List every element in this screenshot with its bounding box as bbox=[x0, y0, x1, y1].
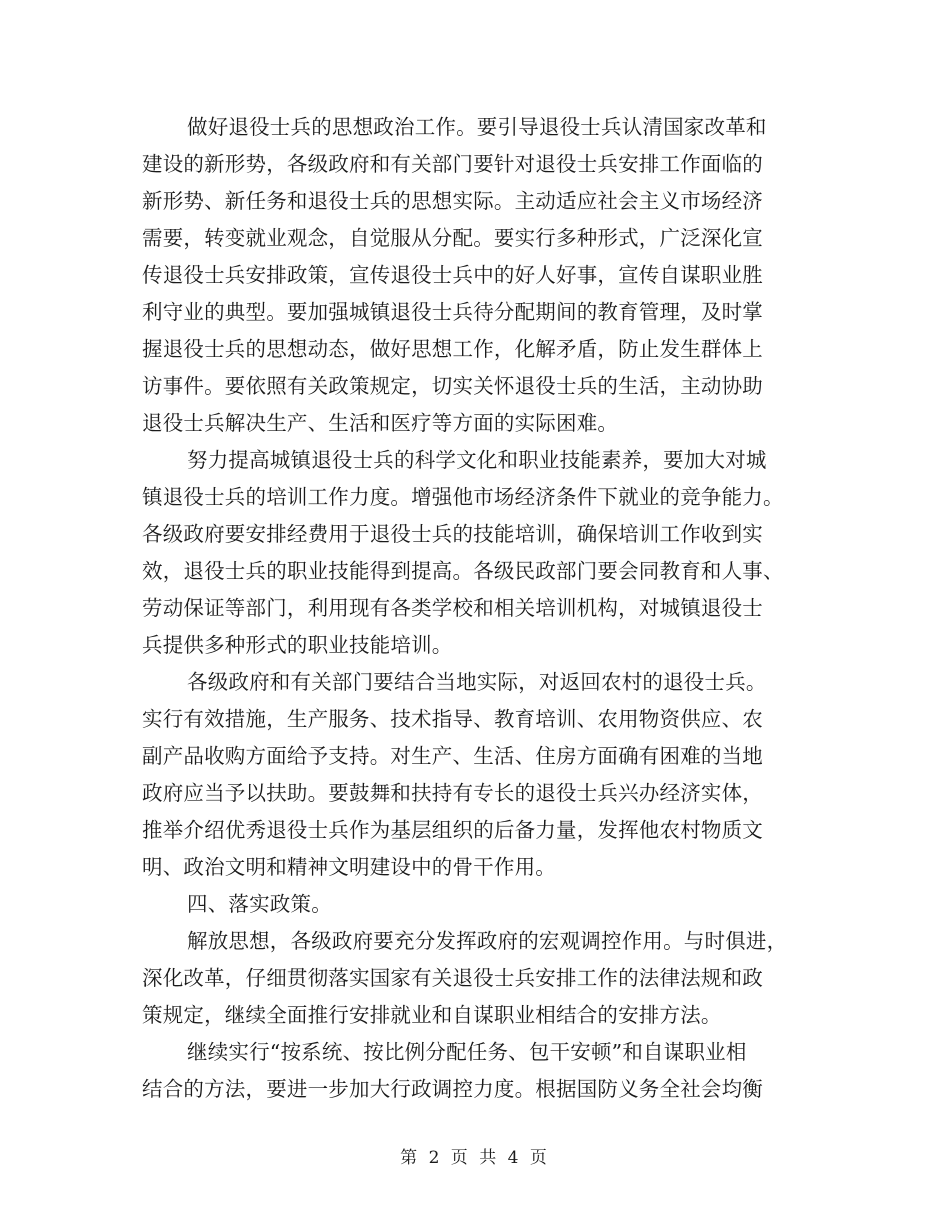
body-text-line: 劳动保证等部门，利用现有各类学校和相关培训机构，对城镇退役士 bbox=[142, 596, 763, 620]
body-text-line: 效，退役士兵的职业技能得到提高。各级民政部门要会同教育和人事、 bbox=[142, 559, 784, 583]
body-text-line: 结合的方法，要进一步加大行政调控力度。根据国防义务全社会均衡 bbox=[142, 1077, 763, 1101]
body-text-line: 实行有效措施，生产服务、技术指导、教育培训、农用物资供应、农 bbox=[142, 707, 763, 731]
body-text-line: 做好退役士兵的思想政治工作。要引导退役士兵认清国家改革和 bbox=[187, 115, 767, 139]
body-text-line: 握退役士兵的思想动态，做好思想工作，化解矛盾，防止发生群体上 bbox=[142, 337, 763, 361]
body-text-line: 努力提高城镇退役士兵的科学文化和职业技能素养，要加大对城 bbox=[187, 448, 767, 472]
body-text-line: 解放思想，各级政府要充分发挥政府的宏观调控作用。与时俱进， bbox=[187, 929, 788, 953]
body-text-line: 兵提供多种形式的职业技能培训。 bbox=[142, 633, 453, 657]
body-text-line: 退役士兵解决生产、生活和医疗等方面的实际困难。 bbox=[142, 411, 619, 435]
section-heading: 四、落实政策。 bbox=[187, 892, 332, 916]
body-text-line: 新形势、新任务和退役士兵的思想实际。主动适应社会主义市场经济 bbox=[142, 189, 763, 213]
body-text-line: 策规定，继续全面推行安排就业和自谋职业相结合的安排方法。 bbox=[142, 1003, 722, 1027]
body-text-line: 各级政府和有关部门要结合当地实际，对返回农村的退役士兵。 bbox=[187, 670, 767, 694]
body-text-line: 建设的新形势，各级政府和有关部门要针对退役士兵安排工作面临的 bbox=[142, 152, 763, 176]
body-text-line: 深化改革，仔细贯彻落实国家有关退役士兵安排工作的法律法规和政 bbox=[142, 966, 763, 990]
body-text-line: 副产品收购方面给予支持。对生产、生活、住房方面确有困难的当地 bbox=[142, 744, 763, 768]
body-text-line: 各级政府要安排经费用于退役士兵的技能培训，确保培训工作收到实 bbox=[142, 522, 763, 546]
body-text-line: 推举介绍优秀退役士兵作为基层组织的后备力量，发挥他农村物质文 bbox=[142, 818, 763, 842]
body-text-line: 需要，转变就业观念，自觉服从分配。要实行多种形式，广泛深化宣 bbox=[142, 226, 763, 250]
body-text-line: 传退役士兵安排政策，宣传退役士兵中的好人好事，宣传自谋职业胜 bbox=[142, 263, 763, 287]
body-text-line: 明、政治文明和精神文明建设中的骨干作用。 bbox=[142, 855, 556, 879]
body-text-line: 政府应当予以扶助。要鼓舞和扶持有专长的退役士兵兴办经济实体， bbox=[142, 781, 763, 805]
page-footer: 第 2 页 共 4 页 bbox=[400, 1148, 550, 1168]
body-text-line: 继续实行“按系统、按比例分配任务、包干安顿”和自谋职业相 bbox=[187, 1040, 747, 1064]
body-text-line: 利守业的典型。要加强城镇退役士兵待分配期间的教育管理，及时掌 bbox=[142, 300, 763, 324]
body-text-line: 访事件。要依照有关政策规定，切实关怀退役士兵的生活，主动协助 bbox=[142, 374, 763, 398]
body-text-line: 镇退役士兵的培训工作力度。增强他市场经济条件下就业的竞争能力。 bbox=[142, 485, 784, 509]
